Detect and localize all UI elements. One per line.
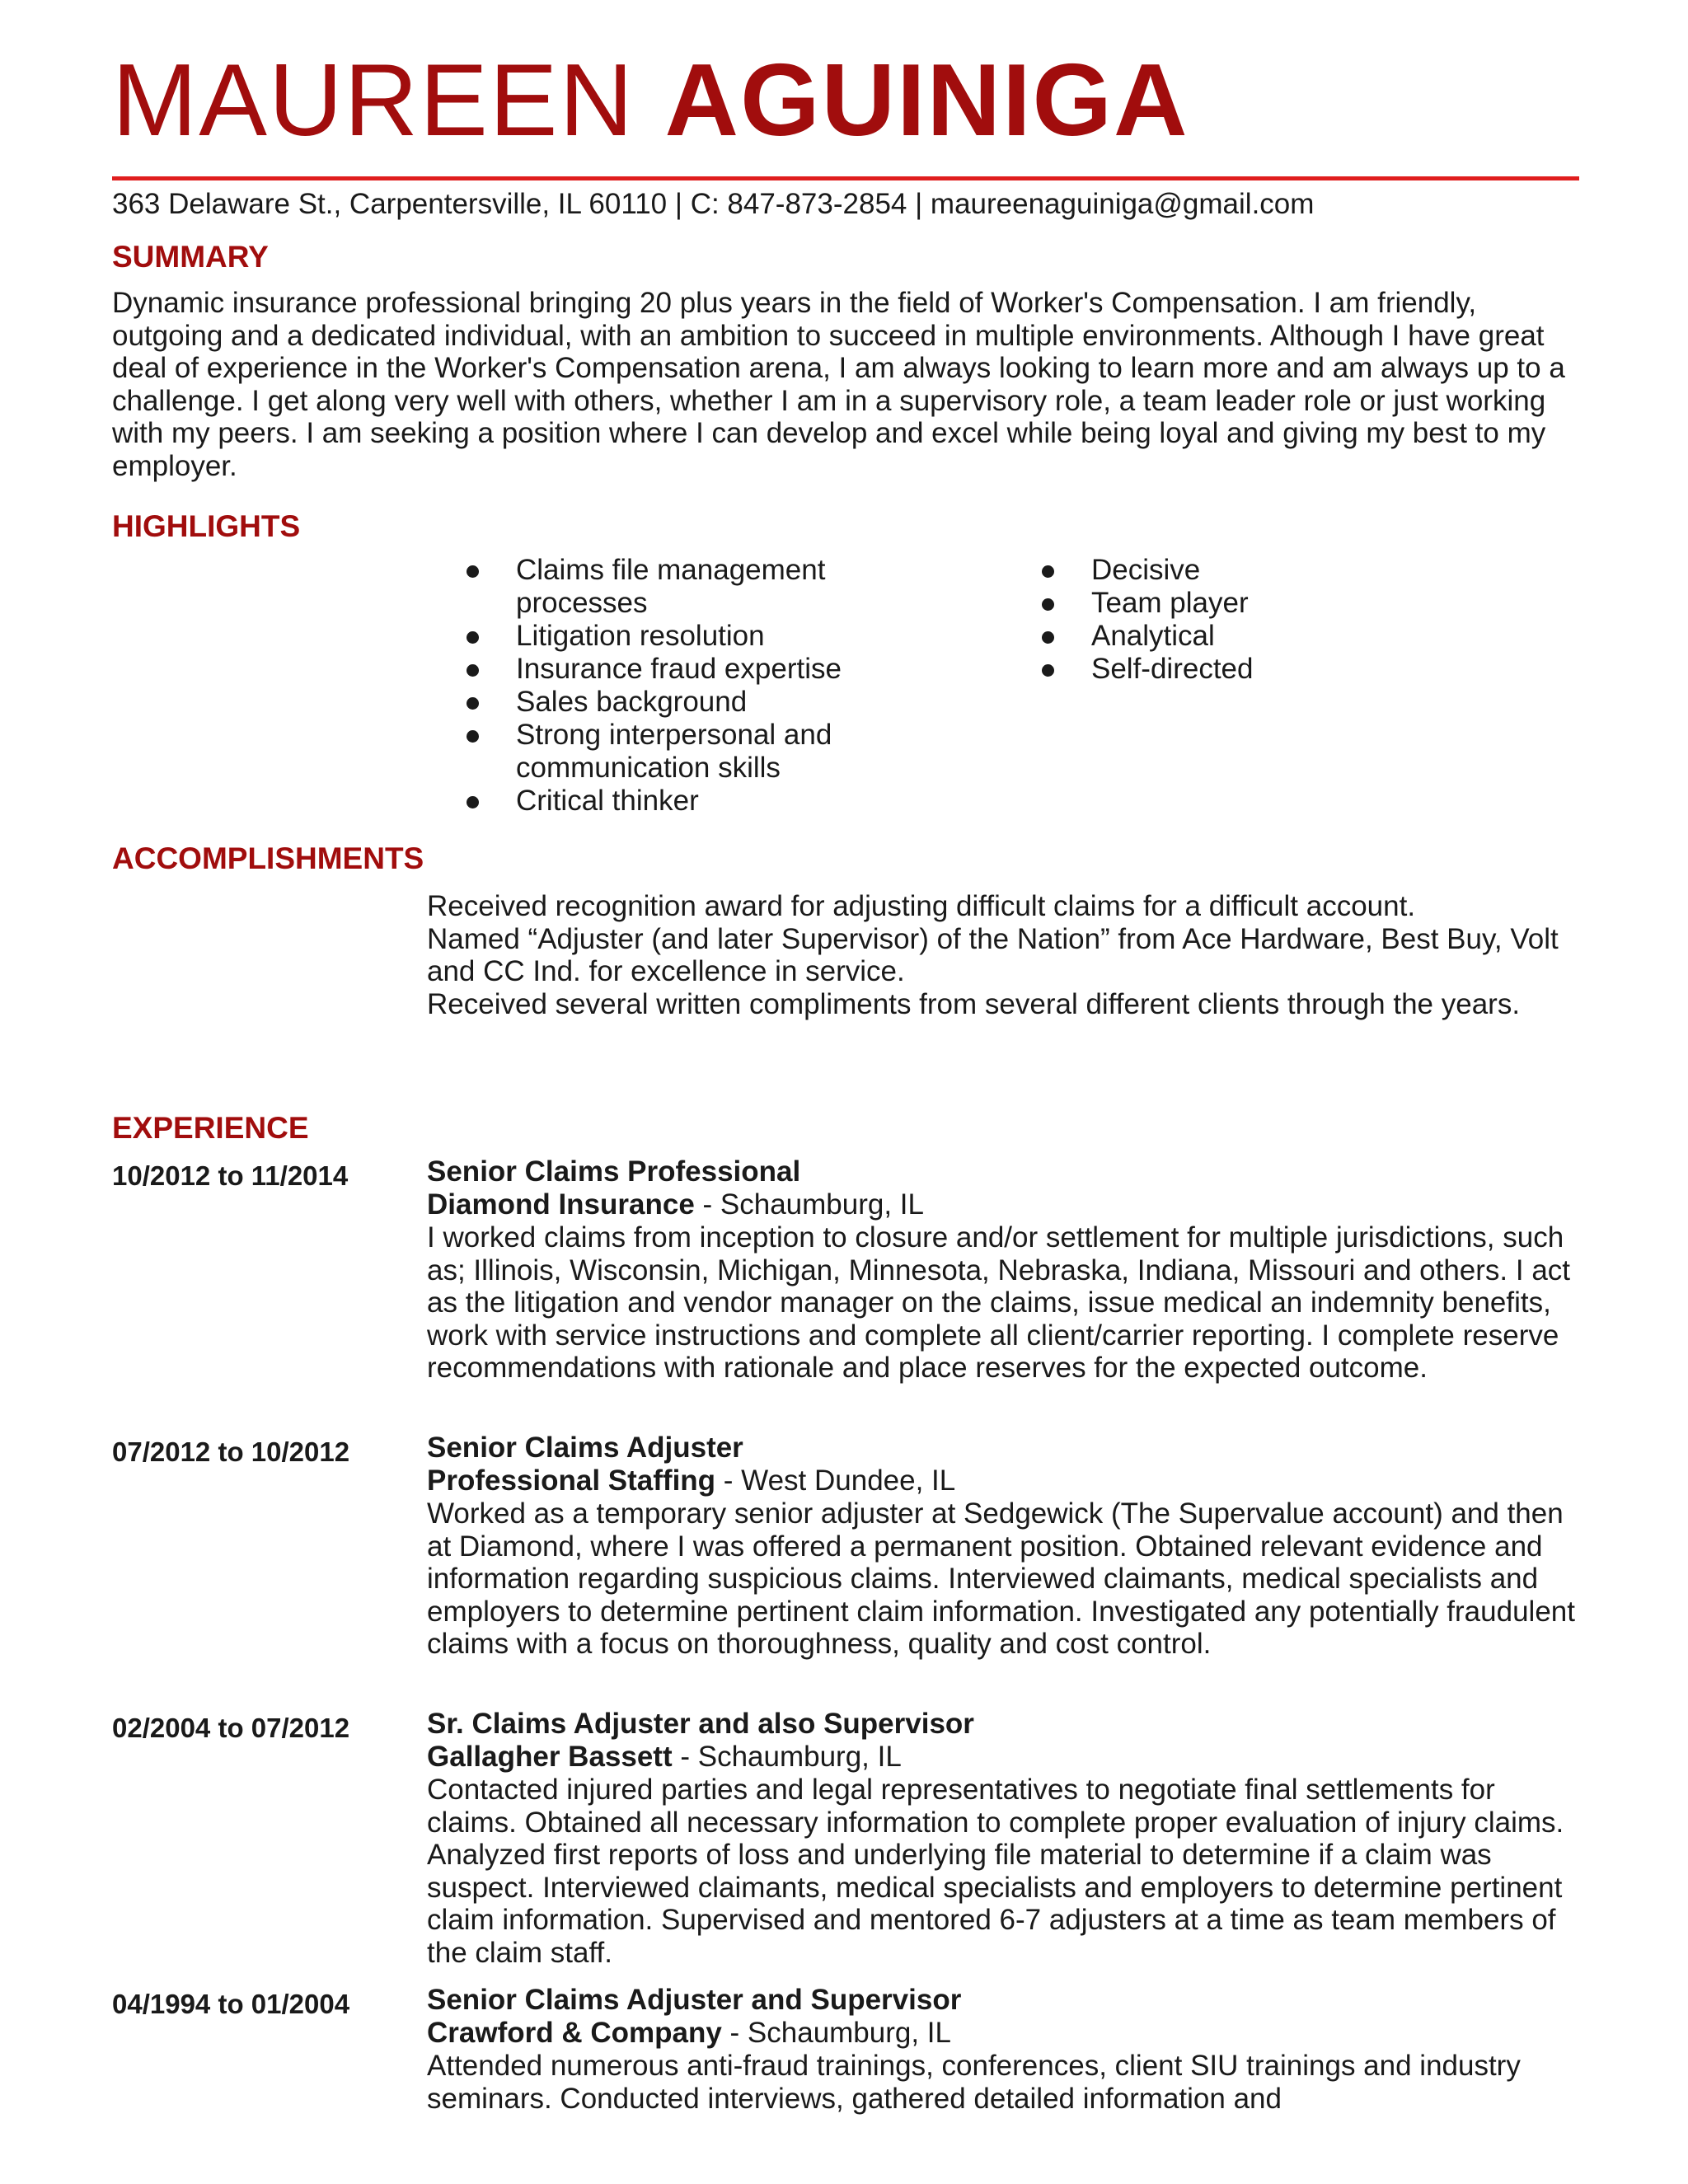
list-item: Claims file management processes — [467, 554, 928, 620]
highlights-heading: HIGHLIGHTS — [112, 509, 301, 543]
job-location: - West Dundee, IL — [715, 1465, 956, 1497]
highlights-list-left — [467, 554, 928, 818]
job-title: Senior Claims Adjuster and Supervisor — [427, 1984, 962, 2016]
job-company: Professional Staffing — [427, 1465, 716, 1497]
bullet-icon — [467, 796, 479, 808]
job-dates: 07/2012 to 10/2012 — [112, 1436, 350, 1467]
job-description: Attended numerous anti-fraud trainings, conferences, client SIU trainings and industry seminars. Conducted interviews, gathered detailed information and — [427, 2050, 1521, 2115]
list-item: Decisive — [1042, 554, 1503, 587]
list-item: Litigation resolution — [467, 620, 928, 653]
job-company-line — [427, 1465, 1581, 1497]
job-company-line — [427, 1741, 1581, 1774]
bullet-icon — [1042, 631, 1054, 644]
job-description: I worked claims from inception to closure and/or settlement for multiple jurisdictions, such as; Illinois, Wisconsin, Michigan, Minnesota, Nebraska, Indiana, Missouri and others. I act as the litigation and vendor manager on the claims, issue medical an indemnity benefits, work with service instructions and complete all client/carrier reporting. I complete reserve recommendations with rationale and place reserves for the expected outcome. — [427, 1221, 1571, 1384]
list-item: Received several written compliments from several different clients through the years. — [427, 987, 1521, 1020]
list-item: Analytical — [1042, 620, 1503, 653]
job-dates: 04/1994 to 01/2004 — [112, 1989, 350, 2019]
list-item: Strong interpersonal and communication skills — [467, 719, 928, 785]
contact-line: 363 Delaware St., Carpentersville, IL 60110 | C: 847-873-2854 | maureenaguiniga@gmail.com — [112, 188, 1315, 220]
job-location: - Schaumburg, IL — [694, 1188, 924, 1221]
list-item: Critical thinker — [467, 785, 928, 818]
job-title: Senior Claims Professional — [427, 1155, 801, 1188]
bullet-icon — [467, 730, 479, 743]
bullet-icon — [467, 664, 479, 677]
job-company: Diamond Insurance — [427, 1188, 695, 1221]
job-dates: 02/2004 to 07/2012 — [112, 1713, 350, 1743]
accomplishments-list — [427, 890, 1564, 1020]
bullet-icon — [1042, 598, 1054, 611]
job-location: - Schaumburg, IL — [721, 2017, 952, 2049]
list-item: Team player — [1042, 587, 1503, 620]
bullet-icon — [467, 697, 479, 710]
bullet-icon — [467, 565, 479, 578]
job-description: Contacted injured parties and legal representatives to negotiate final settlements for claims. Obtained all necessary information to complete proper evaluation of injury claims. Analyzed first reports of loss and underlying file material to determine if a claim was suspect. Interviewed claimants, medical specialists and employers to determine pertinent claim information. Supervised and mentored 6-7 adjusters at a time as team members of the claim staff. — [427, 1774, 1564, 1969]
list-item: Self-directed — [1042, 653, 1503, 686]
last-name: AGUINIGA — [664, 44, 1189, 157]
job-company-line — [427, 1188, 1581, 1221]
highlights-list-right — [1042, 554, 1503, 686]
job-company: Crawford & Company — [427, 2017, 722, 2049]
list-item: Received recognition award for adjusting difficult claims for a difficult account. — [427, 890, 1416, 922]
bullet-icon — [467, 631, 479, 644]
list-item: Sales background — [467, 686, 928, 719]
bullet-icon — [1042, 664, 1054, 677]
job-location: - Schaumburg, IL — [672, 1741, 902, 1773]
list-item: Named “Adjuster (and later Supervisor) of the Nation” from Ace Hardware, Best Buy, Volt and CC Ind. for excellence in service. — [427, 922, 1559, 987]
job-company-line — [427, 2017, 1581, 2050]
job-company: Gallagher Bassett — [427, 1741, 673, 1773]
accomplishments-heading: ACCOMPLISHMENTS — [112, 841, 424, 875]
experience-heading: EXPERIENCE — [112, 1111, 309, 1145]
first-name: MAUREEN — [112, 44, 635, 157]
summary-text: Dynamic insurance professional bringing 20 plus years in the field of Worker's Compensation. I am friendly, outgoing and a dedicated individual, with an ambition to succeed in multiple environments. Although I have great deal of experience in the Worker's Compensation arena, I am always looking to learn more and am always up to a challenge. I get along very well with others, whether I am in a supervisory role, a team leader role or just working with my peers. I am seeking a position where I can develop and excel while being loyal and giving my best to my employer. — [112, 287, 1565, 482]
header-rule — [112, 176, 1579, 180]
candidate-name — [112, 44, 1189, 157]
job-title: Sr. Claims Adjuster and also Supervisor — [427, 1708, 974, 1740]
job-description: Worked as a temporary senior adjuster at Sedgewick (The Supervalue account) and then at Diamond, where I was offered a permanent position. Obtained relevant evidence and information regarding suspicious claims. Interviewed claimants, medical specialists and employers to determine pertinent claim information. Investigated any potentially fraudulent claims with a focus on thoroughness, quality and cost control. — [427, 1497, 1575, 1660]
summary-heading: SUMMARY — [112, 240, 269, 274]
list-item: Insurance fraud expertise — [467, 653, 928, 686]
job-dates: 10/2012 to 11/2014 — [112, 1160, 349, 1191]
job-title: Senior Claims Adjuster — [427, 1432, 743, 1464]
bullet-icon — [1042, 565, 1054, 578]
